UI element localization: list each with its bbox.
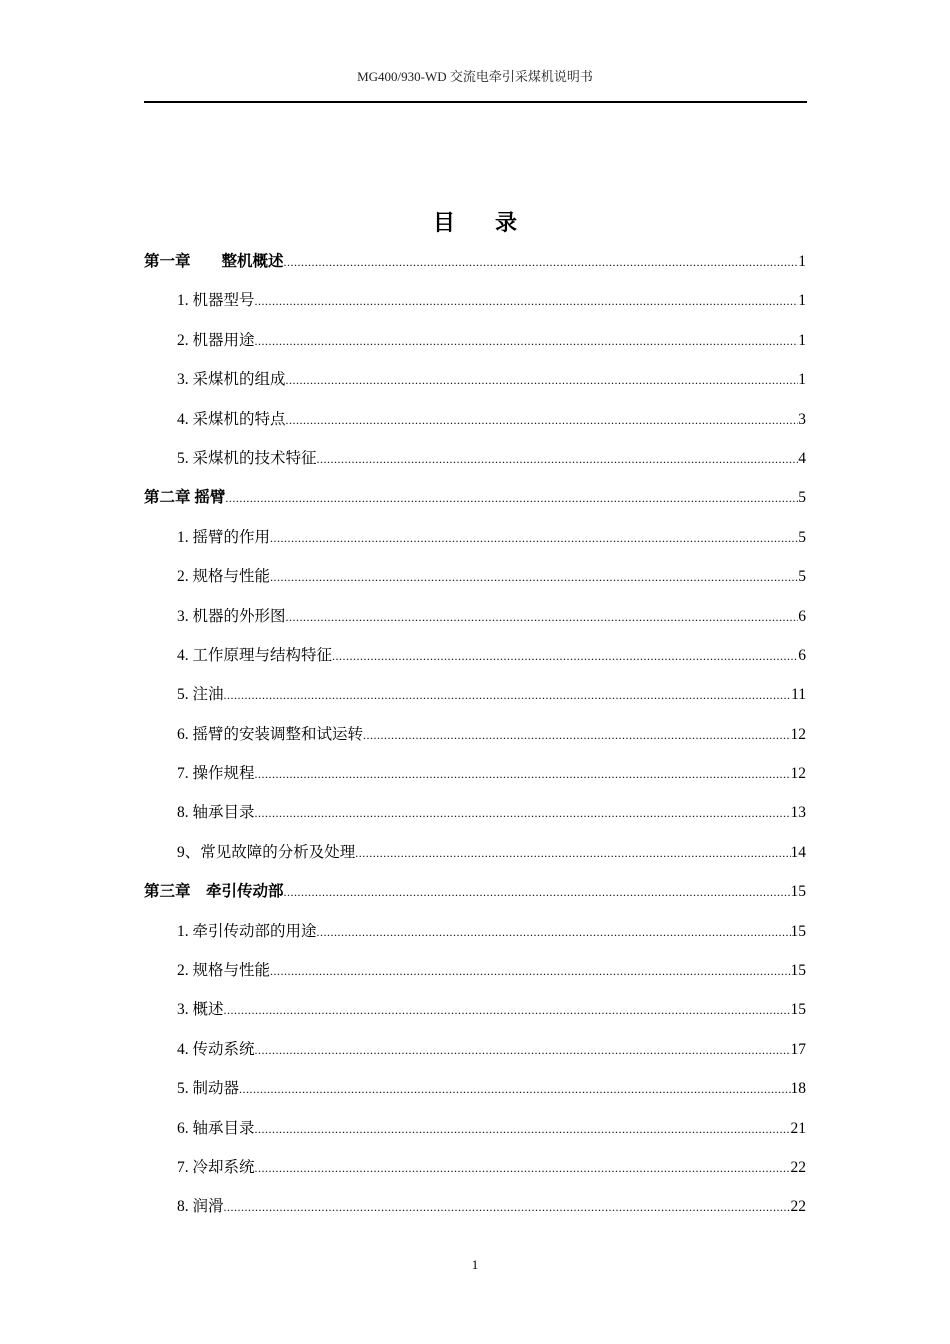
toc-entry-label: 8. 润滑	[177, 1198, 224, 1216]
toc-entry-page: 15	[790, 1001, 806, 1019]
toc-section-entry[interactable]	[144, 760, 806, 799]
toc-section-entry[interactable]	[144, 1115, 806, 1154]
toc-entry-label: 4. 传动系统	[177, 1040, 255, 1058]
toc-entry-page: 5	[798, 528, 806, 546]
toc-section-entry[interactable]	[144, 839, 806, 878]
toc-entry-page: 11	[791, 686, 806, 704]
toc-entry-label: 1. 摇臂的作用	[177, 528, 271, 546]
toc-leader-dots	[255, 760, 791, 788]
toc-title-left: 目	[432, 210, 455, 235]
toc-leader-dots	[363, 721, 790, 749]
toc-entry-page: 18	[790, 1080, 806, 1098]
toc-title-right: 录	[495, 210, 518, 235]
toc-leader-dots	[224, 996, 791, 1024]
toc-section-entry[interactable]	[144, 1154, 806, 1193]
toc-chapter-entry[interactable]	[144, 878, 806, 917]
toc-section-entry[interactable]	[144, 799, 806, 838]
toc-entry-label: 2. 规格与性能	[177, 962, 271, 980]
toc-entry-page: 15	[790, 922, 806, 940]
toc-leader-dots	[286, 603, 799, 631]
toc-entry-label: 3. 采煤机的组成	[177, 371, 286, 389]
toc-leader-dots	[255, 327, 799, 355]
toc-entry-page: 17	[790, 1040, 806, 1058]
toc-entry-label: 第一章 整机概述	[144, 253, 284, 270]
toc-entry-page: 12	[790, 725, 806, 743]
document-header: MG400/930-WD 交流电牵引采煤机说明书	[357, 69, 593, 84]
toc-section-entry[interactable]	[144, 996, 806, 1035]
toc-entry-label: 3. 机器的外形图	[177, 607, 286, 625]
toc-leader-dots	[255, 1036, 791, 1064]
toc-section-entry[interactable]	[144, 406, 806, 445]
toc-entry-page: 4	[798, 449, 806, 467]
table-of-contents	[144, 248, 806, 1233]
toc-entry-page: 1	[798, 331, 806, 349]
toc-entry-page: 22	[790, 1198, 806, 1216]
toc-entry-page: 15	[790, 883, 806, 901]
toc-section-entry[interactable]	[144, 524, 806, 563]
toc-entry-page: 13	[790, 804, 806, 822]
toc-entry-page: 6	[798, 646, 806, 664]
toc-section-entry[interactable]	[144, 642, 806, 681]
toc-leader-dots	[225, 484, 798, 512]
toc-section-entry[interactable]	[144, 1193, 806, 1232]
toc-entry-label: 7. 冷却系统	[177, 1158, 255, 1176]
toc-entry-page: 12	[790, 765, 806, 783]
toc-entry-page: 1	[798, 292, 806, 310]
toc-entry-page: 5	[798, 489, 806, 507]
toc-entry-label: 6. 轴承目录	[177, 1119, 255, 1137]
toc-entry-label: 4. 工作原理与结构特征	[177, 646, 333, 664]
toc-entry-page: 21	[790, 1119, 806, 1137]
toc-entry-page: 5	[798, 568, 806, 586]
toc-section-entry[interactable]	[144, 445, 806, 484]
toc-leader-dots	[255, 1115, 791, 1143]
toc-entry-label: 6. 摇臂的安装调整和试运转	[177, 725, 364, 743]
toc-entry-label: 第二章 摇臂	[144, 489, 226, 507]
toc-entry-label: 3. 概述	[177, 1001, 224, 1019]
toc-section-entry[interactable]	[144, 366, 806, 405]
toc-leader-dots	[332, 642, 798, 670]
toc-entry-page: 15	[790, 962, 806, 980]
page-number: 1	[471, 1257, 479, 1272]
toc-section-entry[interactable]	[144, 721, 806, 760]
toc-leader-dots	[284, 878, 791, 906]
toc-leader-dots	[255, 1154, 791, 1182]
toc-leader-dots	[270, 524, 798, 552]
toc-entry-label: 5. 采煤机的技术特征	[177, 449, 317, 467]
toc-entry-page: 22	[790, 1158, 806, 1176]
toc-section-entry[interactable]	[144, 918, 806, 957]
toc-chapter-entry[interactable]	[144, 248, 806, 287]
toc-entry-page: 3	[798, 410, 806, 428]
toc-section-entry[interactable]	[144, 1075, 806, 1114]
toc-entry-label: 1. 机器型号	[177, 292, 255, 310]
toc-entry-label: 第三章 牵引传动部	[144, 883, 284, 901]
toc-entry-label: 5. 制动器	[177, 1080, 240, 1098]
toc-leader-dots	[255, 287, 799, 315]
toc-leader-dots	[284, 248, 799, 276]
toc-leader-dots	[224, 681, 792, 709]
toc-leader-dots	[317, 445, 799, 473]
toc-leader-dots	[317, 918, 791, 946]
toc-entry-label: 8. 轴承目录	[177, 804, 255, 822]
toc-entry-label: 2. 规格与性能	[177, 568, 271, 586]
toc-section-entry[interactable]	[144, 563, 806, 602]
toc-entry-page: 6	[798, 607, 806, 625]
toc-leader-dots	[255, 799, 791, 827]
toc-entry-label: 2. 机器用途	[177, 331, 255, 349]
toc-entry-page: 1	[798, 253, 806, 270]
toc-leader-dots	[239, 1075, 790, 1103]
toc-leader-dots	[224, 1193, 791, 1221]
toc-leader-dots	[355, 839, 790, 867]
toc-entry-label: 5. 注油	[177, 686, 224, 704]
toc-leader-dots	[286, 406, 799, 434]
toc-chapter-entry[interactable]	[144, 484, 806, 523]
toc-section-entry[interactable]	[144, 681, 806, 720]
toc-section-entry[interactable]	[144, 603, 806, 642]
toc-entry-label: 4. 采煤机的特点	[177, 410, 286, 428]
toc-leader-dots	[286, 366, 799, 394]
toc-section-entry[interactable]	[144, 327, 806, 366]
toc-section-entry[interactable]	[144, 1036, 806, 1075]
toc-title	[0, 206, 950, 237]
toc-entry-page: 1	[798, 371, 806, 389]
toc-leader-dots	[270, 563, 798, 591]
header-divider	[144, 101, 807, 103]
toc-entry-label: 9、常见故障的分析及处理	[177, 843, 356, 861]
toc-entry-page: 14	[790, 843, 806, 861]
toc-section-entry[interactable]	[144, 957, 806, 996]
toc-leader-dots	[270, 957, 790, 985]
toc-section-entry[interactable]	[144, 287, 806, 326]
toc-entry-label: 1. 牵引传动部的用途	[177, 922, 317, 940]
toc-entry-label: 7. 操作规程	[177, 765, 255, 783]
